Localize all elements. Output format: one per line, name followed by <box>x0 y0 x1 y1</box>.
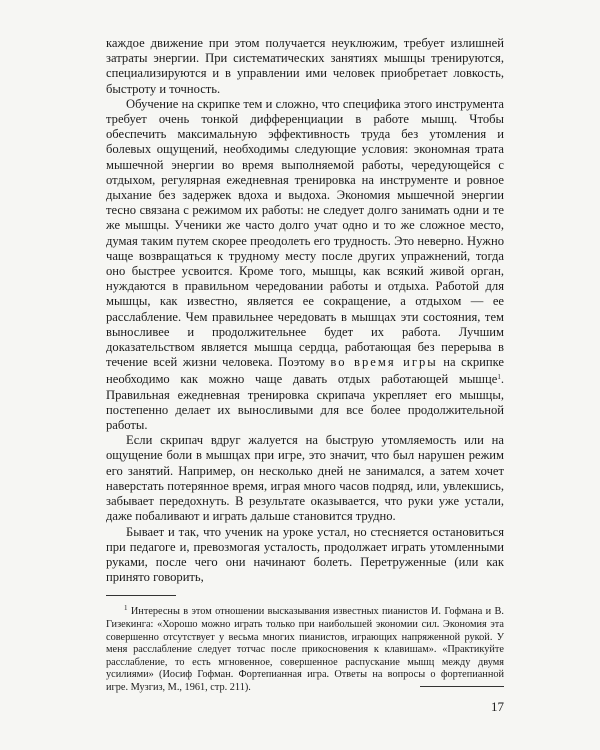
page-number: 17 <box>491 699 504 714</box>
footnote-reference: 1 <box>497 373 501 382</box>
paragraph-1: каждое движение при этом получается неуклюжим, требует излишней затраты энергии. При систематических занятиях мышцы тренируются, специализируются и в управлении ими человек приобретает ловкость, быстроту и точность. <box>106 36 504 96</box>
footnote <box>106 602 504 694</box>
footnote-number: 1 <box>124 604 128 613</box>
footnote-divider <box>106 595 176 596</box>
paragraph-4: Бывает и так, что ученик на уроке устал, но стесняется остановиться при педагоге и, превозмогая усталость, продолжает играть утомленными руками, после чего они начинают болеть. Перетруженные (или как принято говорить, <box>106 524 504 585</box>
paragraph-2-continuation: на скрипке необходимо как можно чаще давать отдых работающей мышце <box>106 355 504 387</box>
footnote-text: Интересны в этом отношении высказывания известных пианистов И. Гофмана и В. Гизекинга: «Хорошо можно играть только при наибольшей экономии сил. Экономия эта совершенно отсутствует у весьма многих пианистов, играющих напряженной рукой. У меня расслабление следует тотчас после прикосновения к клавишам». «Практикуйте расслабление, то есть мгновенное, совершенное распускание мышц между двумя усилиями» (Иосиф Гофман. Фортепианная игра. Ответы на вопросы о фортепианной игре. Музгиз, М., 1961, стр. 211). <box>106 606 504 693</box>
paragraph-2-ending: . Правильная ежедневная тренировка скрипача укрепляет его мышцы, постепенно делает их выносливыми для все более продолжительной работы. <box>106 372 504 433</box>
spaced-phrase: во время игры <box>330 355 438 370</box>
page-number-rule <box>420 686 504 687</box>
page-body <box>106 36 504 694</box>
paragraph-2 <box>106 97 504 433</box>
paragraph-3: Если скрипач вдруг жалуется на быструю утомляемость или на ощущение боли в мышцах при игре, это значит, что был нарушен режим его занятий. Например, он несколько дней не занимался, а затем хочет наверстать потерянное время, играя много часов подряд, или, увлекшись, забывает передохнуть. В результате оказывается, что руки уже устали, даже побаливают и играть дальше становится трудно. <box>106 433 504 524</box>
paragraph-2-text: Обучение на скрипке тем и сложно, что специфика этого инструмента требует очень тонкой дифференциации в работе мышц. Чтобы обеспечить максимальную эффективность труда без утомления и болевых ощущений, необходимы следующие условия: экономная трата мышечной энергии во время выполняемой работы, чередующейся с отдыхом, регулярная ежедневная тренировка на инструменте и ровное дыхание без задержек вдоха и выдоха. Экономия мышечной энергии тесно связана с режимом их работы: не следует долго занимать одни и те же мышцы. Ученики же часто долго учат одно и то же сложное место, думая таким путем скорее преодолеть его трудность. Это неверно. Нужно чаще возвращаться к трудному месту после других упражнений, тогда оно быстрее усвоится. Кроме того, мышцы, как всякий живой орган, нуждаются в правильном чередовании работы и отдыха. Работой для мышцы, как известно, является ее сокращение, а отдыхом — ее расслабление. Чем правильнее чередовать в мышцах эти состояния, тем выносливее и продолжительнее будет их работа. Лучшим доказательством является мышца сердца, работающая без перерыва в течение всей жизни человека. Поэтому <box>106 96 504 370</box>
